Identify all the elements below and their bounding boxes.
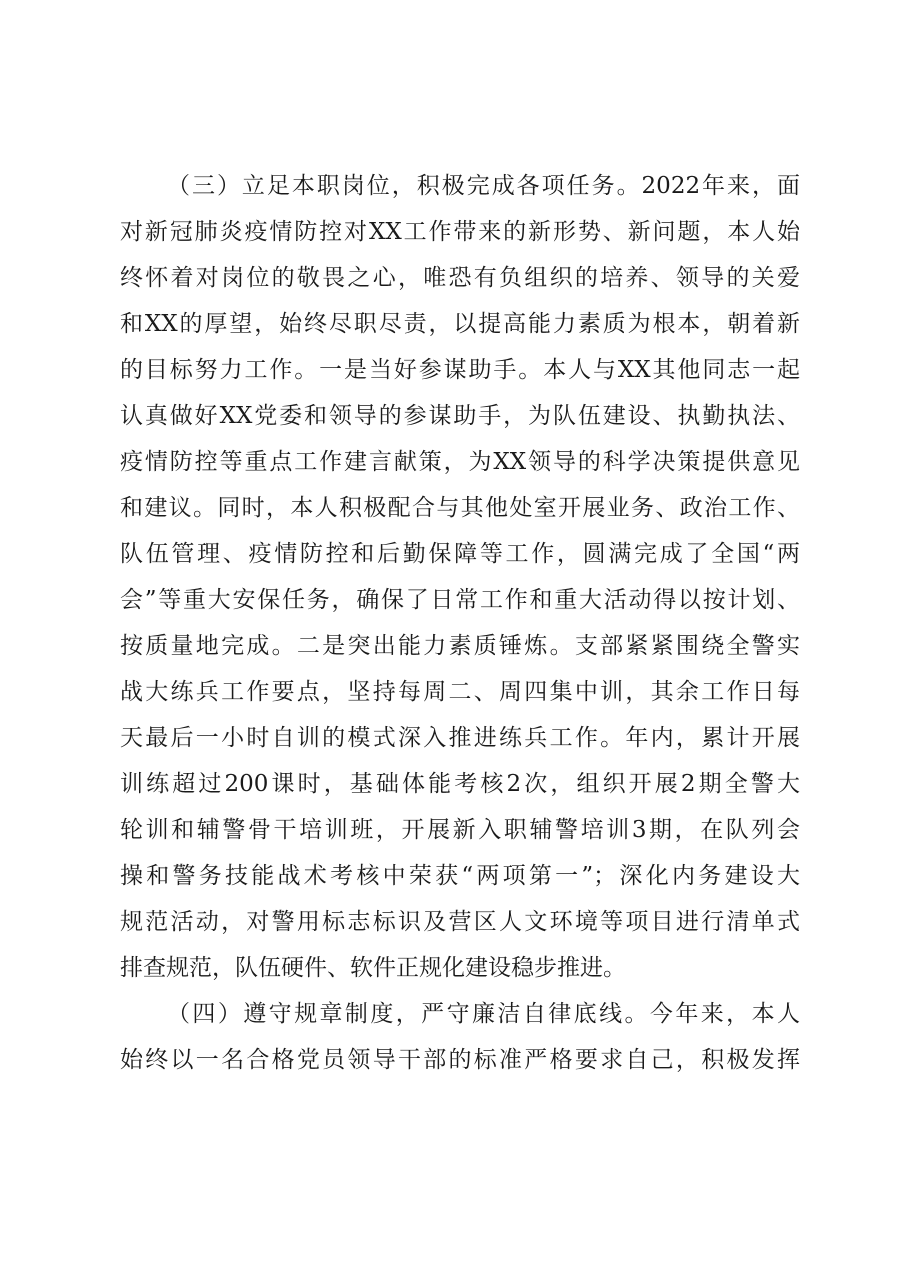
paragraph-3-line-1: （三）立足本职岗位，积极完成各项任务。2022年来，面 xyxy=(167,173,800,199)
paragraph-4-line-2: 始终以一名合格党员领导干部的标准严格要求自己，积极发挥 xyxy=(120,1047,800,1073)
paragraph-4-line-1: （四）遵守规章制度，严守廉洁自律底线。今年来，本人 xyxy=(167,1001,800,1027)
paragraph-3-line-11: 按质量地完成。二是突出能力素质锤炼。支部紧紧围绕全警实 xyxy=(120,633,800,659)
paragraph-3-line-3: 终怀着对岗位的敬畏之心，唯恐有负组织的培养、领导的关爱 xyxy=(120,265,800,291)
paragraph-3-line-15: 轮训和辅警骨干培训班，开展新入职辅警培训3期，在队列会 xyxy=(120,817,800,843)
paragraph-3-line-13: 天最后一小时自训的模式深入推进练兵工作。年内，累计开展 xyxy=(120,725,800,751)
paragraph-3-line-2: 对新冠肺炎疫情防控对XX工作带来的新形势、新问题，本人始 xyxy=(120,219,800,245)
paragraph-3-line-8: 和建议。同时，本人积极配合与其他处室开展业务、政治工作、 xyxy=(120,495,800,521)
paragraph-3-line-9: 队伍管理、疫情防控和后勤保障等工作，圆满完成了全国“两 xyxy=(120,541,800,567)
paragraph-3-line-17: 规范活动，对警用标志标识及营区人文环境等项目进行清单式 xyxy=(120,909,800,935)
paragraph-3-line-16: 操和警务技能战术考核中荣获“两项第一”；深化内务建设大 xyxy=(120,863,800,889)
paragraph-3-line-12: 战大练兵工作要点，坚持每周二、周四集中训，其余工作日每 xyxy=(120,679,800,705)
paragraph-3-line-4: 和XX的厚望，始终尽职尽责，以提高能力素质为根本，朝着新 xyxy=(120,311,800,337)
paragraph-3-line-6: 认真做好XX党委和领导的参谋助手，为队伍建设、执勤执法、 xyxy=(120,403,800,429)
paragraph-3-line-5: 的目标努力工作。一是当好参谋助手。本人与XX其他同志一起 xyxy=(120,357,800,383)
paragraph-3-line-18: 排查规范，队伍硬件、软件正规化建设稳步推进。 xyxy=(120,955,626,981)
paragraph-3-line-10: 会”等重大安保任务，确保了日常工作和重大活动得以按计划、 xyxy=(120,587,800,613)
paragraph-3-line-14: 训练超过200课时，基础体能考核2次，组织开展2期全警大 xyxy=(120,771,800,797)
paragraph-3-line-7: 疫情防控等重点工作建言献策，为XX领导的科学决策提供意见 xyxy=(120,449,800,475)
